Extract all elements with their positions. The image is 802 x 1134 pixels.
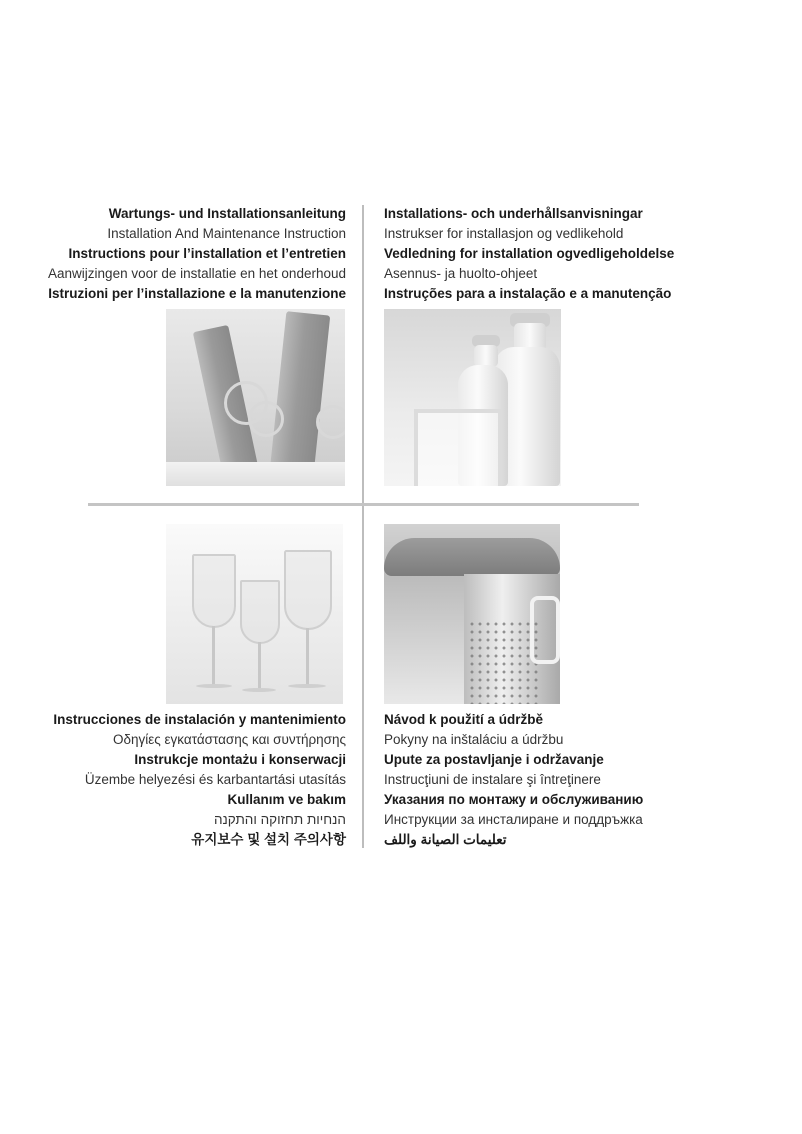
wine-glasses-photo bbox=[166, 524, 343, 704]
title-english: Installation And Maintenance Instruction bbox=[107, 226, 346, 241]
titles-bottom-left bbox=[53, 710, 346, 850]
title-german: Wartungs- und Installationsanleitung bbox=[108, 206, 346, 221]
titles-bottom-right bbox=[384, 710, 643, 850]
horizontal-divider bbox=[88, 503, 639, 506]
title-danish: Vedledning for installation ogvedligeholdelse bbox=[384, 246, 675, 261]
title-finnish: Asennus- ja huolto-ohjeet bbox=[384, 266, 538, 281]
clothespins-photo bbox=[166, 309, 345, 486]
title-romanian: Instrucţiuni de instalare şi întreţinere bbox=[384, 772, 601, 787]
title-spanish: Instrucciones de instalación y mantenimiento bbox=[53, 712, 346, 727]
title-korean: 유지보수 및 설치 주의사항 bbox=[191, 832, 346, 847]
title-portuguese: Instruções para a instalação e a manutenção bbox=[384, 286, 672, 301]
title-turkish: Kullanım ve bakım bbox=[227, 792, 346, 807]
title-slovak: Pokyny na inštaláciu a údržbu bbox=[384, 732, 564, 747]
title-russian: Указания по монтажу и обслуживанию bbox=[384, 792, 644, 807]
vertical-divider-top bbox=[362, 205, 364, 503]
title-dutch: Aanwijzingen voor de installatie en het onderhoud bbox=[48, 266, 346, 281]
titles-top-right bbox=[384, 204, 674, 304]
title-czech: Návod k použití a údržbě bbox=[384, 712, 544, 727]
title-swedish: Installations- och underhållsanvisningar bbox=[384, 206, 643, 221]
title-polish: Instrukcje montażu i konserwacji bbox=[134, 752, 346, 767]
title-croatian: Upute za postavljanje i održavanje bbox=[384, 752, 604, 767]
title-norwegian: Instrukser for installasjon og vedlikehold bbox=[384, 226, 624, 241]
title-bulgarian: Инструкции за инсталиране и поддръжка bbox=[384, 812, 643, 827]
title-italian: Istruzioni per l’installazione e la manutenzione bbox=[48, 286, 346, 301]
title-greek: Οδηγίες εγκατάστασης και συντήρησης bbox=[112, 732, 346, 747]
title-hungarian: Üzembe helyezési és karbantartási utasítás bbox=[84, 772, 346, 787]
title-french: Instructions pour l’installation et l’entretien bbox=[68, 246, 346, 261]
titles-top-left bbox=[48, 204, 346, 304]
title-hebrew: הנחיות תחזוקה והתקנה bbox=[213, 812, 346, 827]
vertical-divider-bottom bbox=[362, 506, 364, 848]
steel-pot-photo bbox=[384, 524, 560, 704]
title-arabic: تعليمات الصيانة واللف bbox=[384, 832, 507, 847]
milk-bottles-photo bbox=[384, 309, 561, 486]
